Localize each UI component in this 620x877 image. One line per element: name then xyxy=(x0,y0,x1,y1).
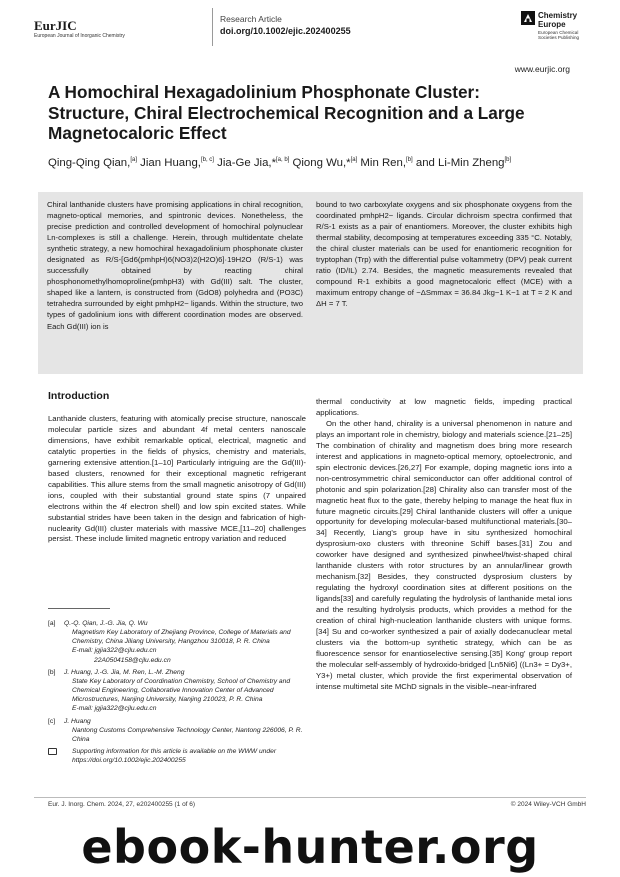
author-name: Qiong Wu,* xyxy=(292,156,351,169)
author-affiliation-mark: [a] xyxy=(130,157,137,163)
brand-name: Chemistry Europe xyxy=(538,11,578,29)
author-affiliation-mark: [b] xyxy=(504,157,512,163)
footnote-names: Q.-Q. Qian, J.-G. Jia, Q. Wu xyxy=(64,620,148,627)
author-affiliation-mark: [a] xyxy=(350,157,358,163)
footnote-label: [a] xyxy=(48,620,56,627)
author-affiliation-mark: [a, b] xyxy=(276,157,290,163)
author-name: Jian Huang, xyxy=(140,156,201,169)
author-name: Jia-Ge Jia,* xyxy=(217,156,277,169)
body-paragraph: On the other hand, chirality is a universal phenomenon in nature and plays an important role in chemistry, biology and materials science.[21–25] The combination of chirality and magnetism does bring more research interest and applications in magneto-optical memory, optoelectronic, and spin electronic devices.[26,27] For example, doping magnetic ions into a non-centrosymmetric chiral semiconductor can offer additional control of photonic and spin polarization.[28] Chirality also can transfer most of the magnetic heat flux to the gate, thereby helping to manage the heat flux in future magnetic circuits.[29] Chiral lanthanide clusters will offer a unique opportunity for developing molecular-based multifunctional materials.[30–34] Recently, Liang's group have in situ synthesized homochiral dysprosium-oxo clusters with threonine Schiff bases.[31] Zou and coworker have designed and synthesized pinwheel/twist-shaped chiral lanthanide clusters with rotor structures by an annular/linear growth mechanism.[32] Besides, they constructed dysprosium clusters by regulating the hydroxyl coordination sites at different positions on the ligands[33] and carefully regulating the hydrolysis of lanthanide metal ions and the resulting hydrolysis products, which provides a method for the creation of chiral high-nucleation lanthanide clusters with unique forms.[34] Su and co-worker synthesized a pair of axially dodecanuclear metal clusters via the bottom-up synthetic strategy, which can be as fluorescence sensor for enantioselective sensing.[35] Kong' group report the molecular self-assembly of hydroxido-bridged [Ln5Ni6] ((Ln3+ = Dy3+, Y3+) metal cluster, which provide the first experimental observation of intense multimetal site MChD signals in the visible–near-infrared xyxy=(316,418,572,691)
article-type: Research Article xyxy=(220,14,282,24)
author-list xyxy=(48,153,578,170)
abstract-left-column: Chiral lanthanide clusters have promising applications in chiral recognition, magneto-optical memories, and spintronic devices. Nonetheless, the precise prediction and controlled development of homochiral polynuclear Ln-complexes is still a challenge. Herein, through multidentate chelate synthetic strategy, a new homochiral hexagadolinium phosphonate cluster designated as R/S-[Gd6(pmhpH)6(NO3)2(H2O)6]·19H2O (R/S-1) was successfully obtained by reacting chiral phosphonomethylhomoproline(pmhpH3) with Gd(III) salt. The cluster, shaped like a lantern, is constructed from (GdO8) polyhedra and (PO3C) tetrahedra surrounded by eight pmhpH2− ligands. Within the structure, two types of gadolinium ions with different coordination modes are observed. Each Gd(III) ion is xyxy=(47,200,303,331)
footnote-address: State Key Laboratory of Coordination Chemistry, School of Chemistry and Chemical Engineering, Collaborative Innovation Center of Advanced Microstructures, Nanjing University, Nanjing 210023, P. R. China xyxy=(72,677,291,704)
author-affiliation-mark: [b] xyxy=(406,157,413,163)
body-paragraph: Lanthanide clusters, featuring with atomically precise structure, nanoscale molecular particle sizes and abundant 4f metal centers nanoscale dimensions, have exhibit remarkable optical, electrical, magnetic and catalytic properties in the fields of physics, chemistry and materials, garnering extensive attention.[1–10] Particularly intriguing are the Gd(III)-based clusters, renowned for their exceptional magnetic refrigerant capabilities. This allure stems from the small magnetic anisotropy of Gd(III) ions, coupled with their substantial ground state spins (7 unpaired electrons within the 4f electron shell) and low spin excited states. While substantial strides have been taken in the design and fabrication of high-nuclearity Gd(III) cluster materials with massive MCE,[11–20] challenges persist. These include limited magnetic entropy variation and reduced xyxy=(48,414,306,544)
footnote-address: Magnetism Key Laboratory of Zhejiang Province, College of Materials and Chemistry, China Jiliang University, Hangzhou 310018, P. R. China xyxy=(72,629,291,646)
footnote-a xyxy=(48,619,308,665)
body-left-column xyxy=(48,414,306,545)
author-name: and Li-Min Zheng xyxy=(415,156,505,169)
author-affiliation-mark: [b, c] xyxy=(200,157,214,163)
author-name: Qing-Qing Qian, xyxy=(48,156,131,169)
footnote-address: Nantong Customs Comprehensive Technology Center, Nantong 226006, P. R. China xyxy=(72,726,303,743)
section-heading-introduction: Introduction xyxy=(48,390,110,402)
journal-full-name: European Journal of Inorganic Chemistry xyxy=(34,33,125,39)
body-right-column xyxy=(316,397,572,693)
author-name: Min Ren, xyxy=(360,156,407,169)
footer-citation: Eur. J. Inorg. Chem. 2024, 27, e202400255 (1 of 6) xyxy=(48,801,196,808)
watermark-text: ebook-hunter.org xyxy=(81,820,539,874)
abstract-box xyxy=(38,192,583,374)
article-title: A Homochiral Hexagadolinium Phosphonate Cluster: Structure, Chiral Electrochemical Recognition and a Large Magnetocaloric Effect xyxy=(48,82,525,143)
footnote-email-secondary[interactable]: 22A0504158@cjlu.edu.cn xyxy=(94,656,171,664)
affiliation-footnotes xyxy=(48,619,308,768)
footnote-divider xyxy=(48,608,110,609)
footer-divider xyxy=(34,797,586,798)
brand-subtitle: European Chemical Societies Publishing xyxy=(538,30,580,41)
footnote-email[interactable]: E-mail: jgjia322@cjlu.edu.cn xyxy=(72,705,157,713)
footnote-names: J. Huang xyxy=(64,717,91,725)
journal-site-link[interactable]: www.eurjic.org xyxy=(514,64,570,74)
page-header xyxy=(34,8,586,50)
document-icon xyxy=(48,748,57,755)
footnote-supporting-info xyxy=(48,747,308,765)
footer-copyright: © 2024 Wiley-VCH GmbH xyxy=(510,801,586,808)
journal-short-name: EurJIC xyxy=(34,18,77,33)
body-paragraph: thermal conductivity at low magnetic fields, impeding practical applications. xyxy=(316,397,572,417)
abstract-right-column: bound to two carboxylate oxygens and six phosphonate oxygens from the coordinated pmhpH2− ligands. Circular dichroism spectra confirmed that R/S-1 exists as a pair of enantiomers. Moreover, the cluster exhibits high thermal stability, decomposing at temperatures exceeding 335 °C. Notably, the chiral cluster materials can be used for enantiomeric recognition for tryptophan (Trp) with the differential pulse voltammetry (DPV) peak current ratio (ID/IL) 2.74. Besides, the magnetic measurements revealed that compound R-1 exhibits a good magnetocaloric effect (MCE) with a maximum entropy change of −ΔSmmax = 36.84 Jkg−1 K−1 at T = 2 K and ΔH = 7 T. xyxy=(316,200,572,309)
footnote-label: [b] xyxy=(48,668,56,676)
header-divider xyxy=(212,8,213,46)
chemistry-europe-logo-icon xyxy=(521,11,535,25)
article-doi[interactable]: doi.org/10.1002/ejic.202400255 xyxy=(220,26,351,36)
footnote-c xyxy=(48,717,308,744)
footnote-label: [c] xyxy=(48,717,56,725)
footnote-b xyxy=(48,668,308,714)
supporting-info-text[interactable]: Supporting information for this article is available on the WWW under https://doi.org/10.1002/ejic.202400255 xyxy=(72,748,277,765)
footnote-names: J. Huang, J.-G. Jia, M. Ren, L.-M. Zheng xyxy=(64,668,185,676)
footnote-email[interactable]: E-mail: jgjia322@cjlu.edu.cn xyxy=(72,647,157,655)
